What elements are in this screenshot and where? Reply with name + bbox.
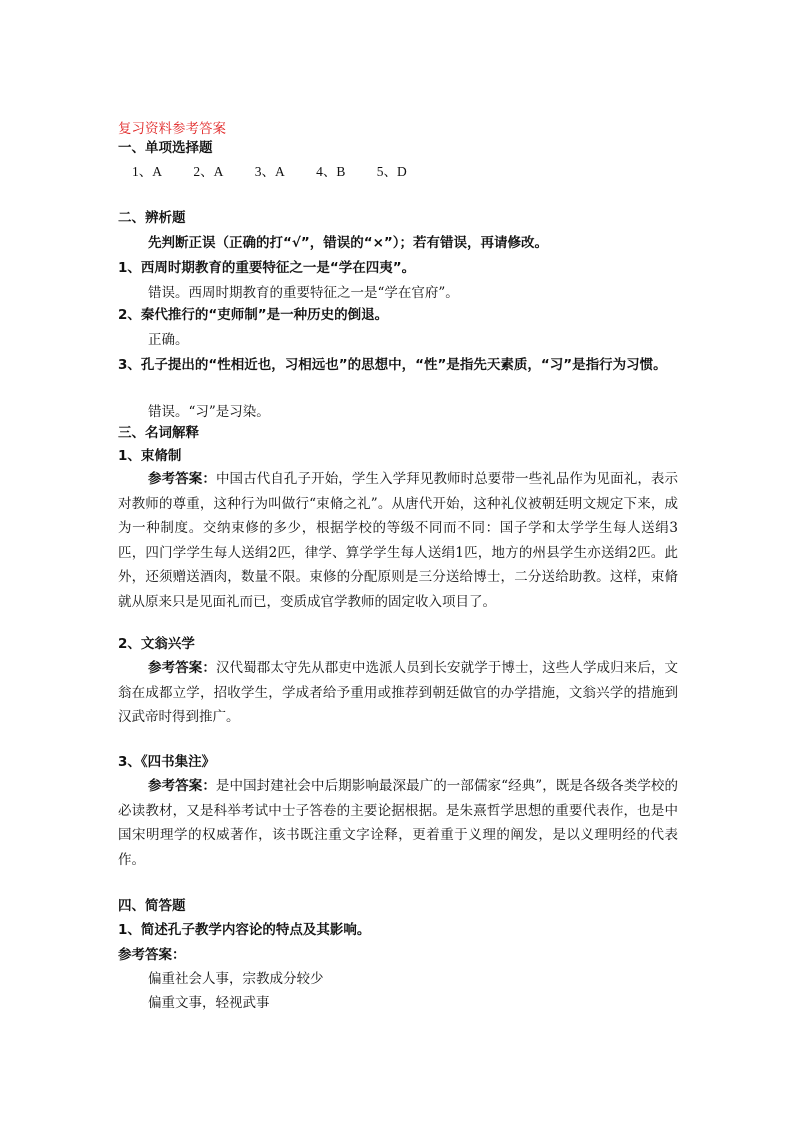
- question-4-1: 1、简述孔子教学内容论的特点及其影响。: [118, 922, 371, 938]
- answer-2-3: 错误。“习”是习染。: [148, 404, 270, 420]
- term-1-title: 1、束脩制: [118, 448, 182, 464]
- answer-label: 参考答案：: [148, 660, 216, 676]
- answer-label: 参考答案：: [148, 778, 216, 794]
- choice-answers: [132, 162, 435, 182]
- choice-answer: 5、D: [376, 164, 407, 179]
- choice-answer: 4、B: [316, 164, 346, 179]
- term-2-title: 2、文翁兴学: [118, 636, 195, 652]
- section-1-heading: 一、单项选择题: [118, 140, 213, 156]
- term-2-answer: [118, 656, 678, 730]
- answer-label: 参考答案：: [148, 471, 216, 487]
- choice-answer: 2、A: [193, 164, 224, 179]
- answer-point: 偏重文事，轻视武事: [148, 995, 270, 1011]
- term-1-text: 中国古代自孔子开始，学生入学拜见教师时总要带一些礼品作为见面礼，表示对教师的尊重，这种行为叫做行“束脩之礼”。从唐代开始，这种礼仪被朝廷明文规定下来，成为一种制度。交纳束修的多少，根据学校的等级不同而不同：国子学和太学学生每人送绢3匹，四门学学生每人送绢2匹，律学、算学学生每人送绢1匹，地方的州县学生亦送绢2匹。此外，还须赠送酒肉，数量不限。束修的分配原则是三分送给博士，二分送给助教。这样，束脩就从原来只是见面礼而已，变质成官学教师的固定收入项目了。: [118, 471, 679, 610]
- term-1-answer: [118, 467, 678, 614]
- answer-2-2: 正确。: [148, 332, 189, 348]
- answer-point: 偏重社会人事，宗教成分较少: [148, 971, 324, 987]
- section-2-instruction: 先判断正误（正确的打“√”，错误的“×”）；若有错误，再请修改。: [148, 235, 549, 251]
- section-4-heading: 四、简答题: [118, 898, 186, 914]
- term-3-text: 是中国封建社会中后期影响最深最广的一部儒家“经典”，既是各级各类学校的必读教材，又是科举考试中士子答卷的主要论据根据。是朱熹哲学思想的重要代表作，也是中国宋明理学的权威著作，该书既注重文字诠释，更着重于义理的阐发，是以义理明经的代表作。: [118, 778, 679, 868]
- question-2-1: 1、西周时期教育的重要特征之一是“学在四夷”。: [118, 260, 416, 276]
- term-2-text: 汉代蜀郡太守先从郡吏中选派人员到长安就学于博士，这些人学成归来后，文翁在成都立学，招收学生，学成者给予重用或推荐到朝廷做官的办学措施，文翁兴学的措施到汉武帝时得到推广。: [118, 660, 679, 725]
- answer-label: 参考答案：: [118, 947, 186, 963]
- question-2-3: 3、孔子提出的“性相近也，习相远也”的思想中，“性”是指先天素质，“习”是指行为习惯。: [118, 357, 667, 373]
- term-3-title: 3、《四书集注》: [118, 754, 216, 770]
- document-title: 复习资料参考答案: [118, 121, 226, 137]
- question-2-2: 2、秦代推行的“吏师制”是一种历史的倒退。: [118, 307, 389, 323]
- answer-2-1: 错误。西周时期教育的重要特征之一是“学在官府”。: [148, 285, 459, 301]
- choice-answer: 3、A: [254, 164, 285, 179]
- term-3-answer: [118, 774, 678, 872]
- choice-answer: 1、A: [132, 164, 162, 179]
- section-3-heading: 三、名词解释: [118, 425, 199, 441]
- section-2-heading: 二、辨析题: [118, 210, 186, 226]
